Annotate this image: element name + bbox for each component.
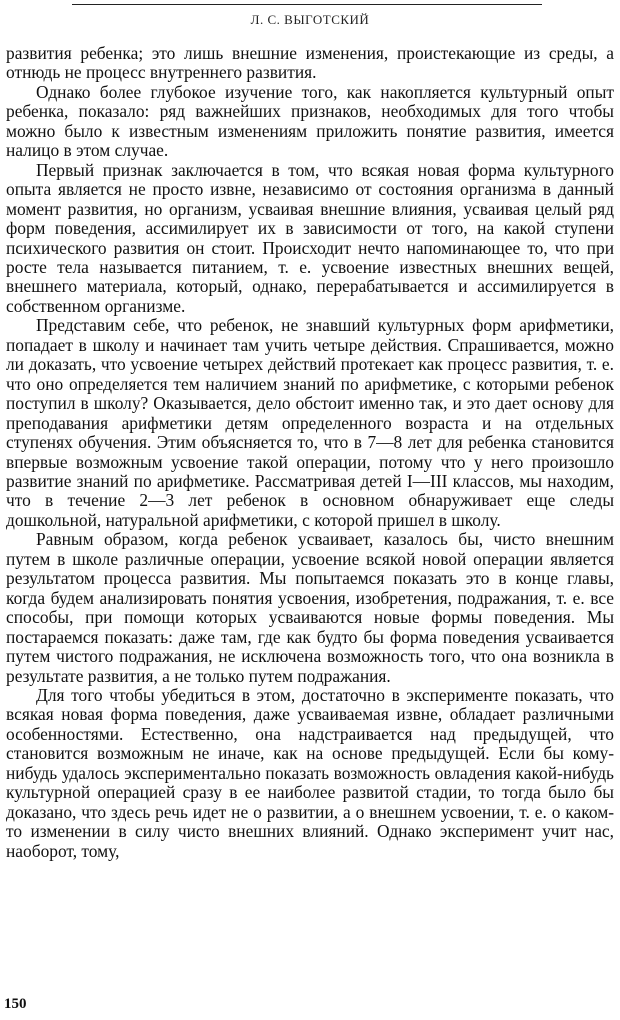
paragraph-2: Однако более глубокое изучение того, как накопляется культурный опыт ребенка, показало: ряд важнейших признаков, необходимых для того чтобы можно было к известным изменениям приложить понятие развития, имеется налицо в этом случае. bbox=[6, 81, 614, 161]
paragraph-3: Первый признак заключается в том, что всякая новая форма культурного опыта является не просто извне, независимо от состояния организма в данный момент развития, но организм, усваивая внешние влияния, усваивая целый ряд форм поведения, ассимилирует их в зависимости от того, на какой ступени психического развития он стоит. Происходит нечто напоминающее то, что при росте тела называется питанием, т. е. усвоение известных внешних вещей, внешнего материала, который, однако, перерабатывается и ассимилируется в собственном организме. bbox=[6, 159, 614, 316]
paragraph-4: Представим себе, что ребенок, не знавший культурных форм арифметики, попадает в школу и начинает там учить четыре действия. Спрашивается, можно ли доказать, что усвоение четырех действий протекает как процесс развития, т. е. что оно определяется тем наличием знаний по арифметике, с которыми ребенок поступил в школу? Оказывается, дело обстоит именно так, и это дает основу для преподавания арифметики детям определенного возраста и на отдельных ступенях обучения. Этим объясняется то, что в 7—8 лет для ребенка становится впервые возможным усвоение такой операции, потому что у него произошло развитие знаний по арифметике. Рассматривая детей I—III классов, мы находим, что в течение 2—3 лет ребенок в основном обнаруживает еще следы дошкольной, натуральной арифметики, с которой пришел в школу. bbox=[6, 315, 614, 530]
paragraph-6: Для того чтобы убедиться в этом, достаточно в эксперименте показать, что всякая новая форма поведения, даже усваиваемая извне, обладает различными особенностями. Естественно, она надстраивается над предыдущей, что становится возможным не иначе, как на основе предыдущей. Если бы кому-нибудь удалось экспериментально показать возможность овладения какой-нибудь культурной операцией сразу в ее наиболее развитой стадии, то тогда было бы доказано, что здесь речь идет не о развитии, а о внешнем усвоении, т. е. о каком-то изменении в силу чисто внешних влияний. Однако эксперимент учит нас, наоборот, тому, bbox=[6, 684, 614, 861]
page-number: 150 bbox=[4, 996, 27, 1012]
paragraph-1: развития ребенка; это лишь внешние изменения, проистекающие из среды, а отнюдь не процесс внутреннего развития. bbox=[6, 43, 614, 83]
header-rule bbox=[72, 4, 542, 5]
paragraph-5: Равным образом, когда ребенок усваивает, казалось бы, чисто внешним путем в школе различные операции, усвоение всякой новой операции является результатом процесса развития. Мы попытаемся показать это в конце главы, когда будем анализировать понятия усвоения, изобретения, подражания, т. е. все способы, при помощи которых усваиваются новые формы поведения. Мы постараемся показать: даже там, где как будто бы форма поведения усваивается путем чистого подражания, не исключена возможность того, что она возникла в результате развития, а не только путем подражания. bbox=[6, 529, 614, 686]
running-head: Л. С. ВЫГОТСКИЙ bbox=[250, 12, 370, 27]
body-text bbox=[6, 44, 614, 861]
